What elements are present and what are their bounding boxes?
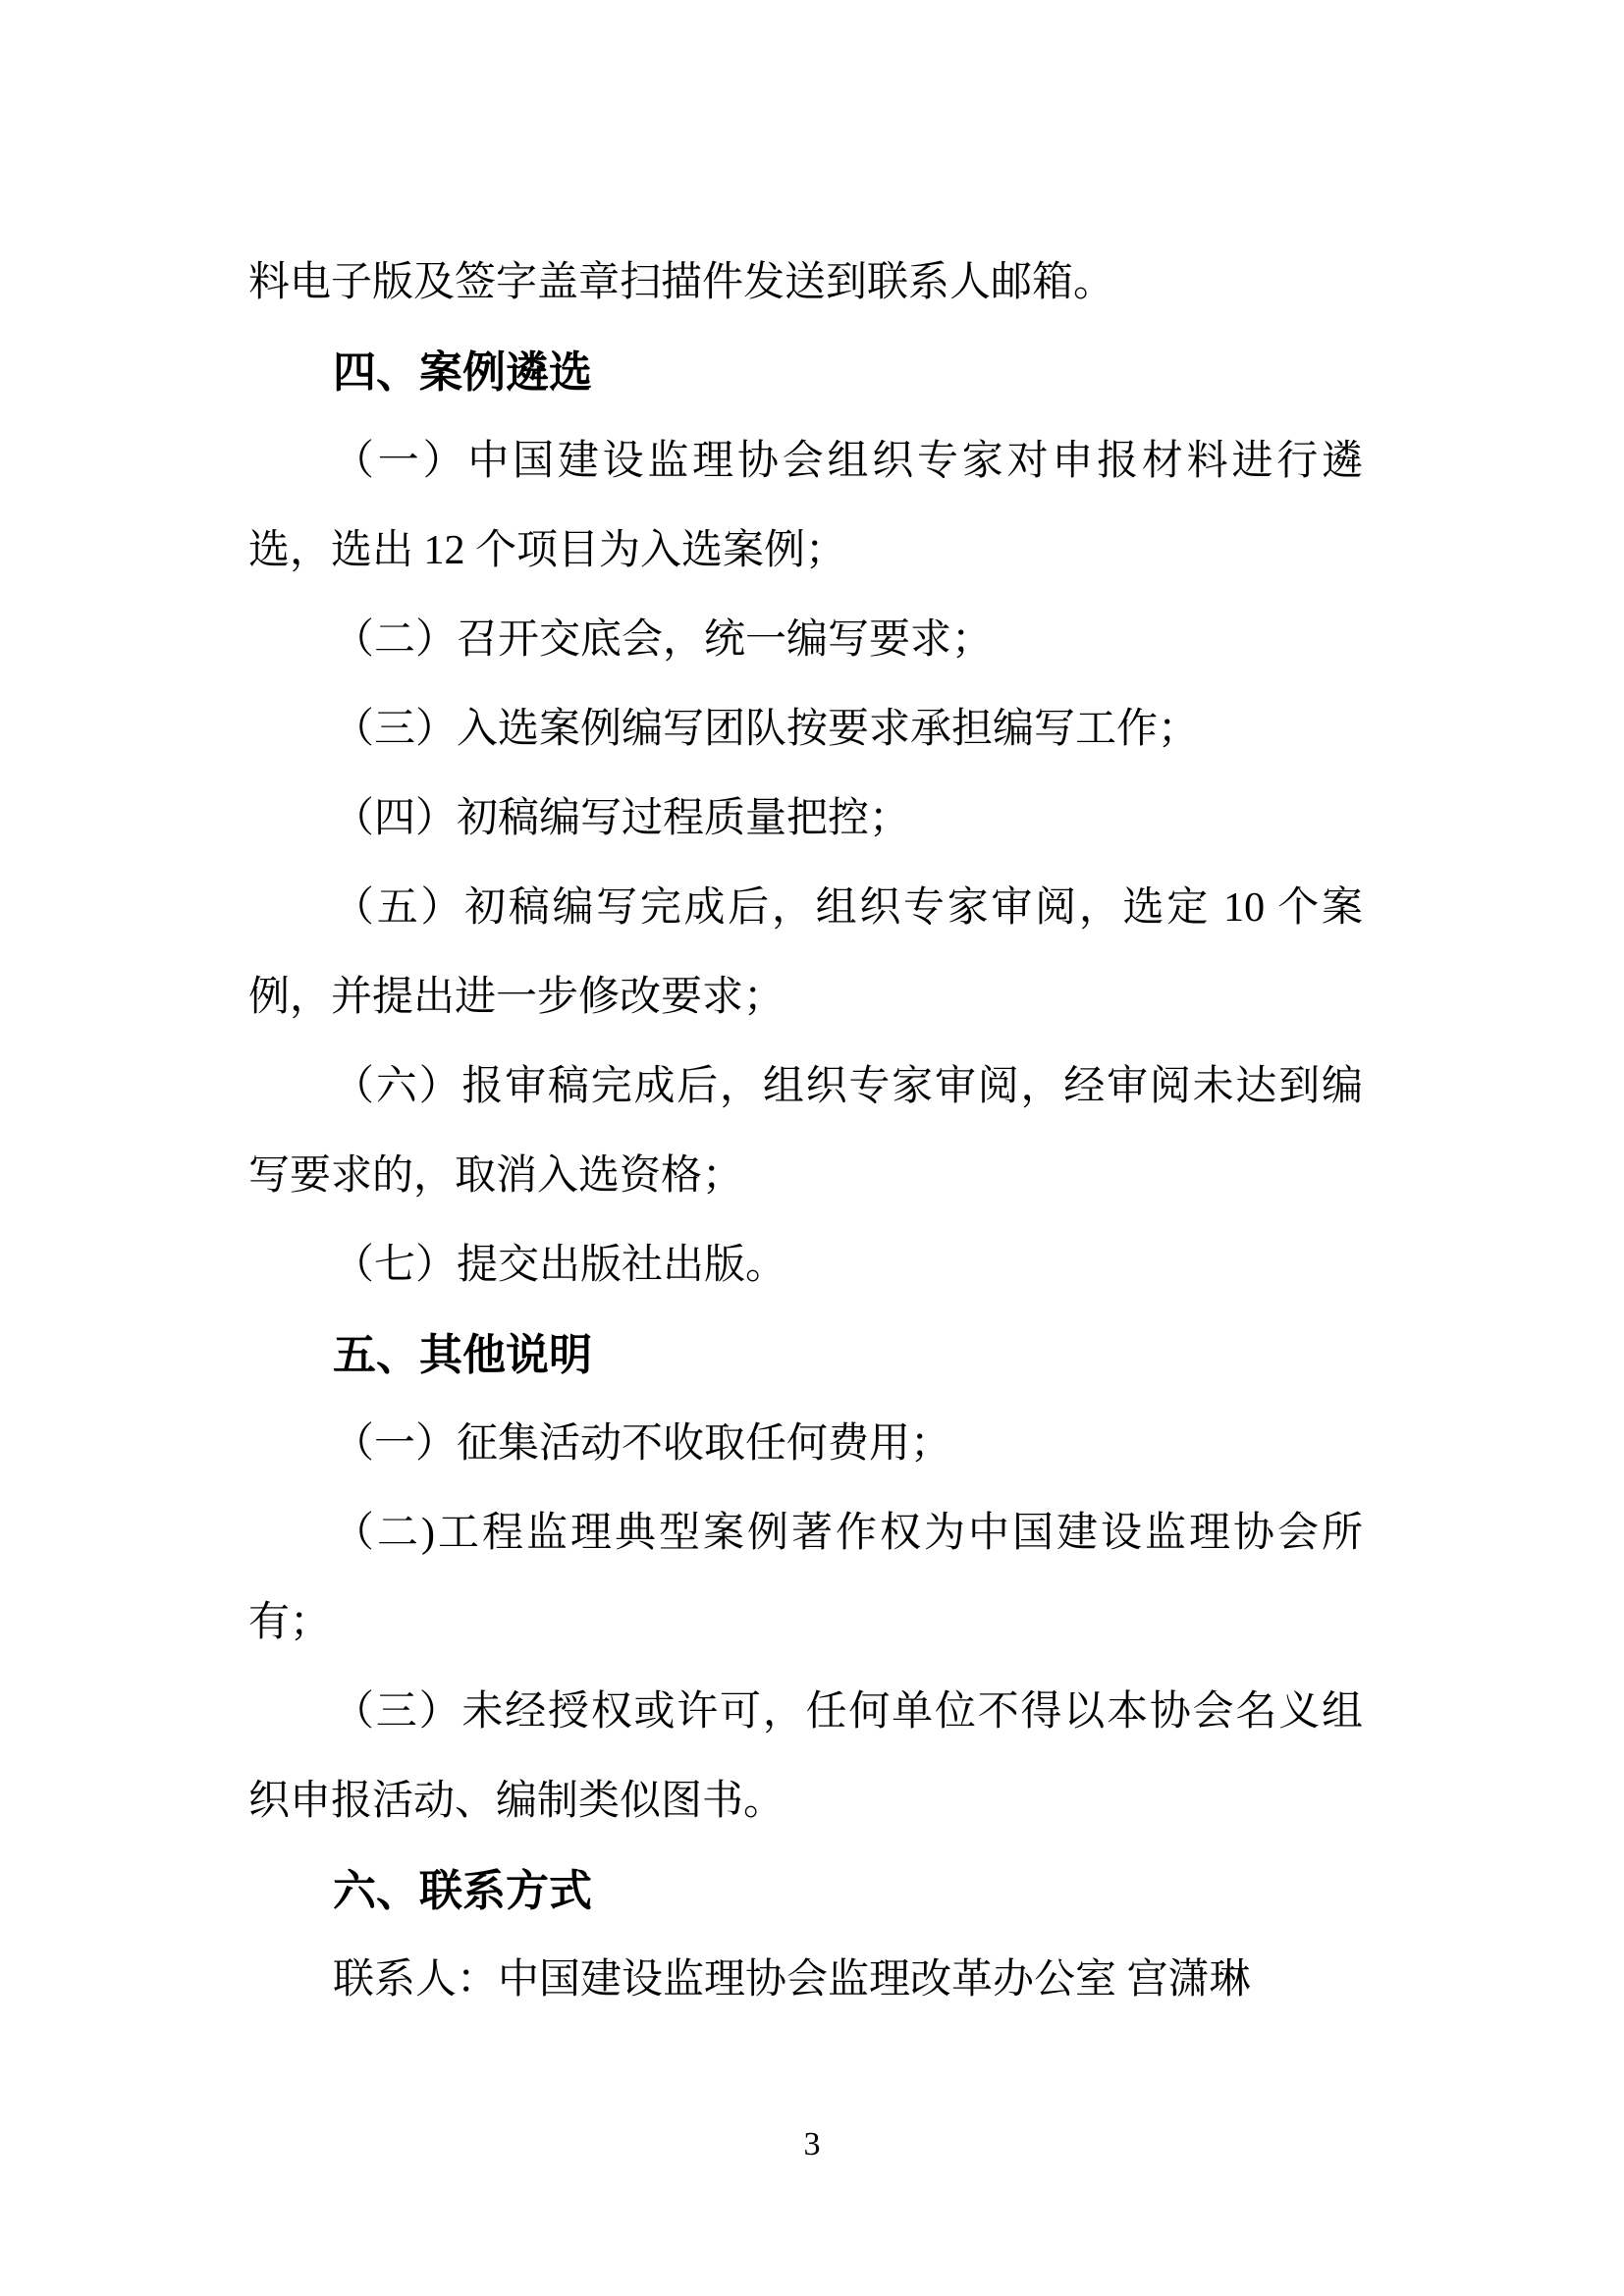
text-line: （三）未经授权或许可，任何单位不得以本协会名义组 (333, 1689, 1363, 1735)
text-line: （四）初稿编写过程质量把控； (333, 796, 911, 841)
text-line: （六）报审稿完成后，组织专家审阅，经审阅未达到编 (333, 1064, 1363, 1109)
text-line: （三）入选案例编写团队按要求承担编写工作； (333, 707, 1200, 752)
text-line: 选，选出 12 个项目为入选案例； (248, 528, 847, 573)
text-line: （一）中国建设监理协会组织专家对申报材料进行遴 (333, 439, 1363, 484)
section-heading: 四、案例遴选 (333, 348, 592, 397)
section-heading: 六、联系方式 (333, 1867, 592, 1915)
text-line: 例，并提出进一步修改要求； (248, 975, 785, 1020)
text-line: 联系人：中国建设监理协会监理改革办公室 宫潇琳 (333, 1957, 1251, 2002)
text-line: 织申报活动、编制类似图书。 (248, 1779, 785, 1824)
text-line: 料电子版及签字盖章扫描件发送到联系人邮箱。 (248, 260, 1115, 305)
section-heading: 五、其他说明 (333, 1331, 592, 1379)
text-line: （七）提交出版社出版。 (333, 1243, 787, 1288)
text-line: （一）征集活动不收取任何费用； (333, 1421, 952, 1467)
text-line: （二)工程监理典型案例著作权为中国建设监理协会所 (333, 1511, 1363, 1556)
text-line: （五）初稿编写完成后，组织专家审阅，选定 10 个案 (333, 885, 1363, 931)
text-line: 写要求的，取消入选资格； (248, 1153, 744, 1199)
text-line: （二）召开交底会，统一编写要求； (333, 617, 994, 663)
text-line: 有； (248, 1600, 332, 1645)
page-number: 3 (803, 2126, 821, 2163)
document-body (248, 239, 1363, 2025)
